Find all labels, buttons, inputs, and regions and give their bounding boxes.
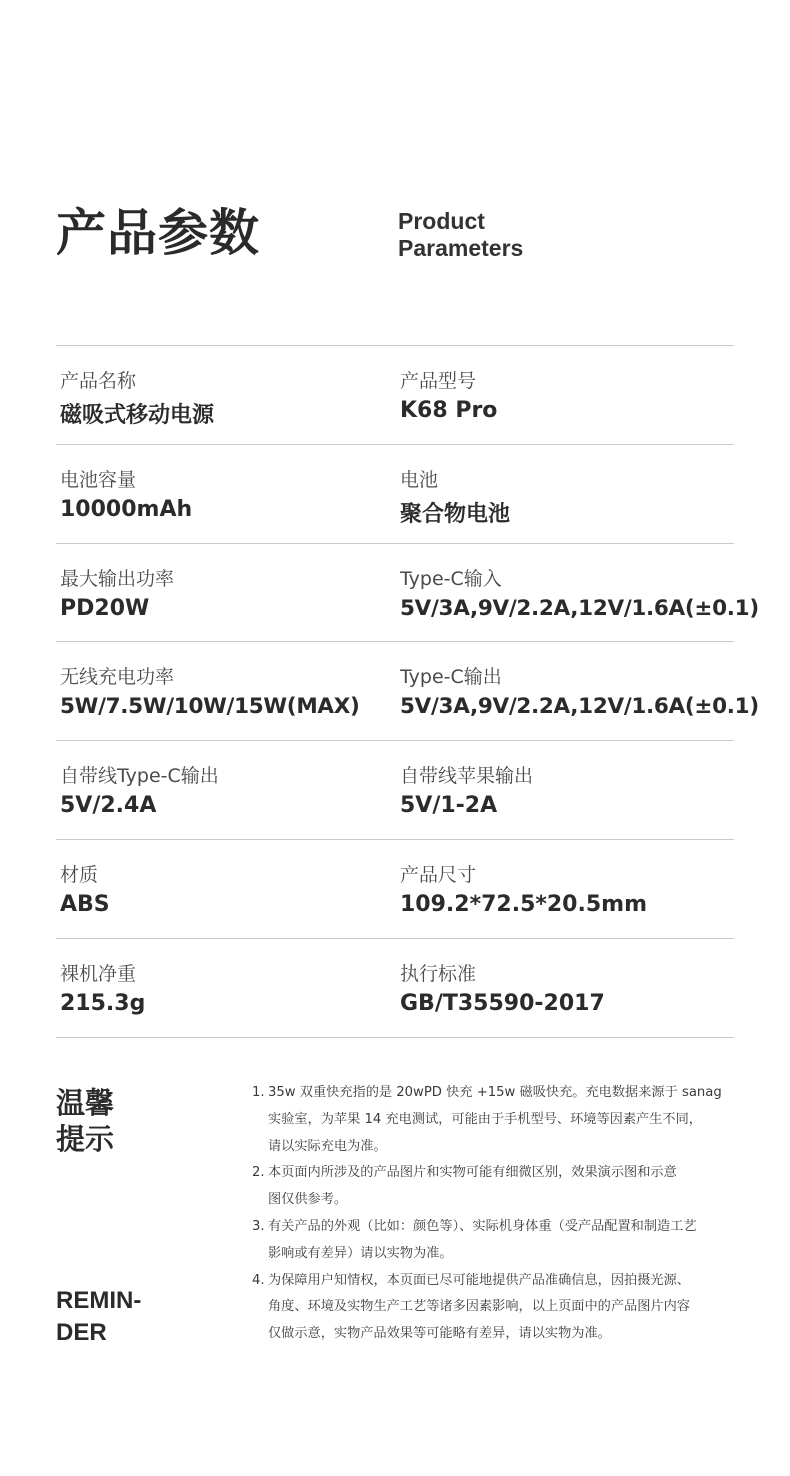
param-label: 执行标准 (400, 962, 477, 985)
param-value: 5V/2.4A (60, 793, 157, 819)
reminder-title-en (56, 1285, 141, 1349)
param-builtin-typec-output (60, 741, 390, 839)
param-value: 聚合物电池 (400, 501, 511, 527)
param-value: 5W/7.5W/10W/15W(MAX) (60, 694, 360, 720)
param-product-name (60, 346, 390, 444)
param-label: 自带线Type-C输出 (60, 765, 219, 788)
param-battery-type (400, 445, 738, 543)
param-material (60, 840, 390, 938)
param-value: 109.2*72.5*20.5mm (400, 891, 648, 917)
note-line: 仅做示意，实物产品效果等可能略有差异，请以实物为准。 (268, 1326, 611, 1342)
parameters-table (56, 345, 759, 1038)
param-value: K68 Pro (400, 398, 498, 423)
page-header (56, 200, 736, 270)
param-row-capacity-battery (56, 445, 734, 544)
note-number: 3. (252, 1218, 265, 1234)
reminder-title-en-line-2: DER (56, 1319, 107, 1346)
param-standard (400, 939, 738, 1037)
reminder-notes (252, 1080, 742, 1348)
param-label: 裸机净重 (60, 962, 137, 985)
param-label: Type-C输入 (400, 567, 502, 590)
param-value: 215.3g (60, 990, 146, 1016)
note-line: 本页面内所涉及的产品图片和实物可能有细微区别，效果演示图和示意 (268, 1165, 677, 1181)
param-label: 无线充电功率 (60, 666, 175, 689)
note-line: 请以实际充电为准。 (268, 1138, 387, 1154)
param-size (400, 840, 738, 938)
reminder-title-en-line-1: REMIN- (56, 1287, 142, 1314)
page-title: 产品参数 (56, 204, 260, 262)
note-number: 1. (252, 1085, 265, 1100)
param-value: 5V/3A,9V/2.2A,12V/1.6A(±0.1) (400, 694, 759, 720)
param-typec-input (400, 544, 759, 642)
note-text (268, 1080, 742, 1160)
param-label: 最大输出功率 (60, 567, 175, 590)
param-max-output (60, 544, 390, 642)
note-line: 为保障用户知情权，本页面已尽可能地提供产品准确信息，因拍摄光源、 (268, 1272, 690, 1288)
param-net-weight (60, 939, 390, 1037)
note-line: 实验室，为苹果 14 充电测试，可能由于手机型号、环境等因素产生不同， (268, 1111, 702, 1127)
note-line: 角度、环境及实物生产工艺等诸多因素影响，以上页面中的产品图片内容 (268, 1299, 690, 1315)
param-label: Type-C输出 (400, 666, 502, 689)
subtitle-line-1: Product (398, 208, 485, 234)
reminder-note-3 (252, 1214, 742, 1268)
reminder-title-line-1: 温馨 (56, 1086, 115, 1120)
param-row-cable-outputs (56, 741, 734, 840)
param-value: PD20W (60, 595, 150, 621)
subtitle-line-2: Parameters (398, 235, 524, 261)
param-typec-output (400, 642, 759, 740)
param-row-wireless-output (56, 642, 759, 741)
page-subtitle-en (398, 208, 523, 262)
param-wireless-power (60, 642, 390, 740)
param-value: 磁吸式移动电源 (60, 403, 215, 428)
param-product-model (400, 346, 738, 444)
param-label: 自带线苹果输出 (400, 765, 534, 788)
param-value: GB/T35590-2017 (400, 990, 605, 1016)
param-value: 5V/3A,9V/2.2A,12V/1.6A(±0.1) (400, 595, 759, 621)
param-row-output-input (56, 544, 759, 643)
param-value: 5V/1-2A (400, 793, 498, 819)
param-label: 电池 (400, 468, 439, 491)
reminder-title (56, 1085, 114, 1157)
param-label: 材质 (60, 863, 99, 886)
note-text (268, 1214, 742, 1268)
note-number: 2. (252, 1165, 265, 1181)
param-row-material-size (56, 840, 734, 939)
note-text (268, 1268, 742, 1348)
note-text (268, 1160, 742, 1214)
param-battery-capacity (60, 445, 390, 543)
param-row-weight-standard (56, 939, 734, 1038)
reminder-note-4 (252, 1268, 742, 1348)
note-line: 有关产品的外观（比如：颜色等）、实际机身体重（受产品配置和制造工艺 (268, 1218, 697, 1234)
note-line: 35w 双重快充指的是 20wPD 快充 +15w 磁吸快充。充电数据来源于 sanag (268, 1085, 722, 1100)
note-line: 图仅供参考。 (268, 1192, 348, 1208)
param-label: 电池容量 (60, 468, 137, 491)
param-builtin-lightning-output (400, 741, 738, 839)
param-value: ABS (60, 891, 110, 917)
param-label: 产品型号 (400, 370, 477, 392)
reminder-note-2 (252, 1160, 742, 1214)
note-line: 影响或有差异）请以实物为准。 (268, 1245, 453, 1261)
param-label: 产品名称 (60, 370, 137, 392)
param-row-name-model (56, 346, 734, 445)
param-value: 10000mAh (60, 496, 193, 522)
note-number: 4. (252, 1272, 265, 1288)
reminder-note-1 (252, 1080, 742, 1160)
reminder-title-line-2: 提示 (56, 1122, 115, 1156)
param-label: 产品尺寸 (400, 863, 477, 886)
